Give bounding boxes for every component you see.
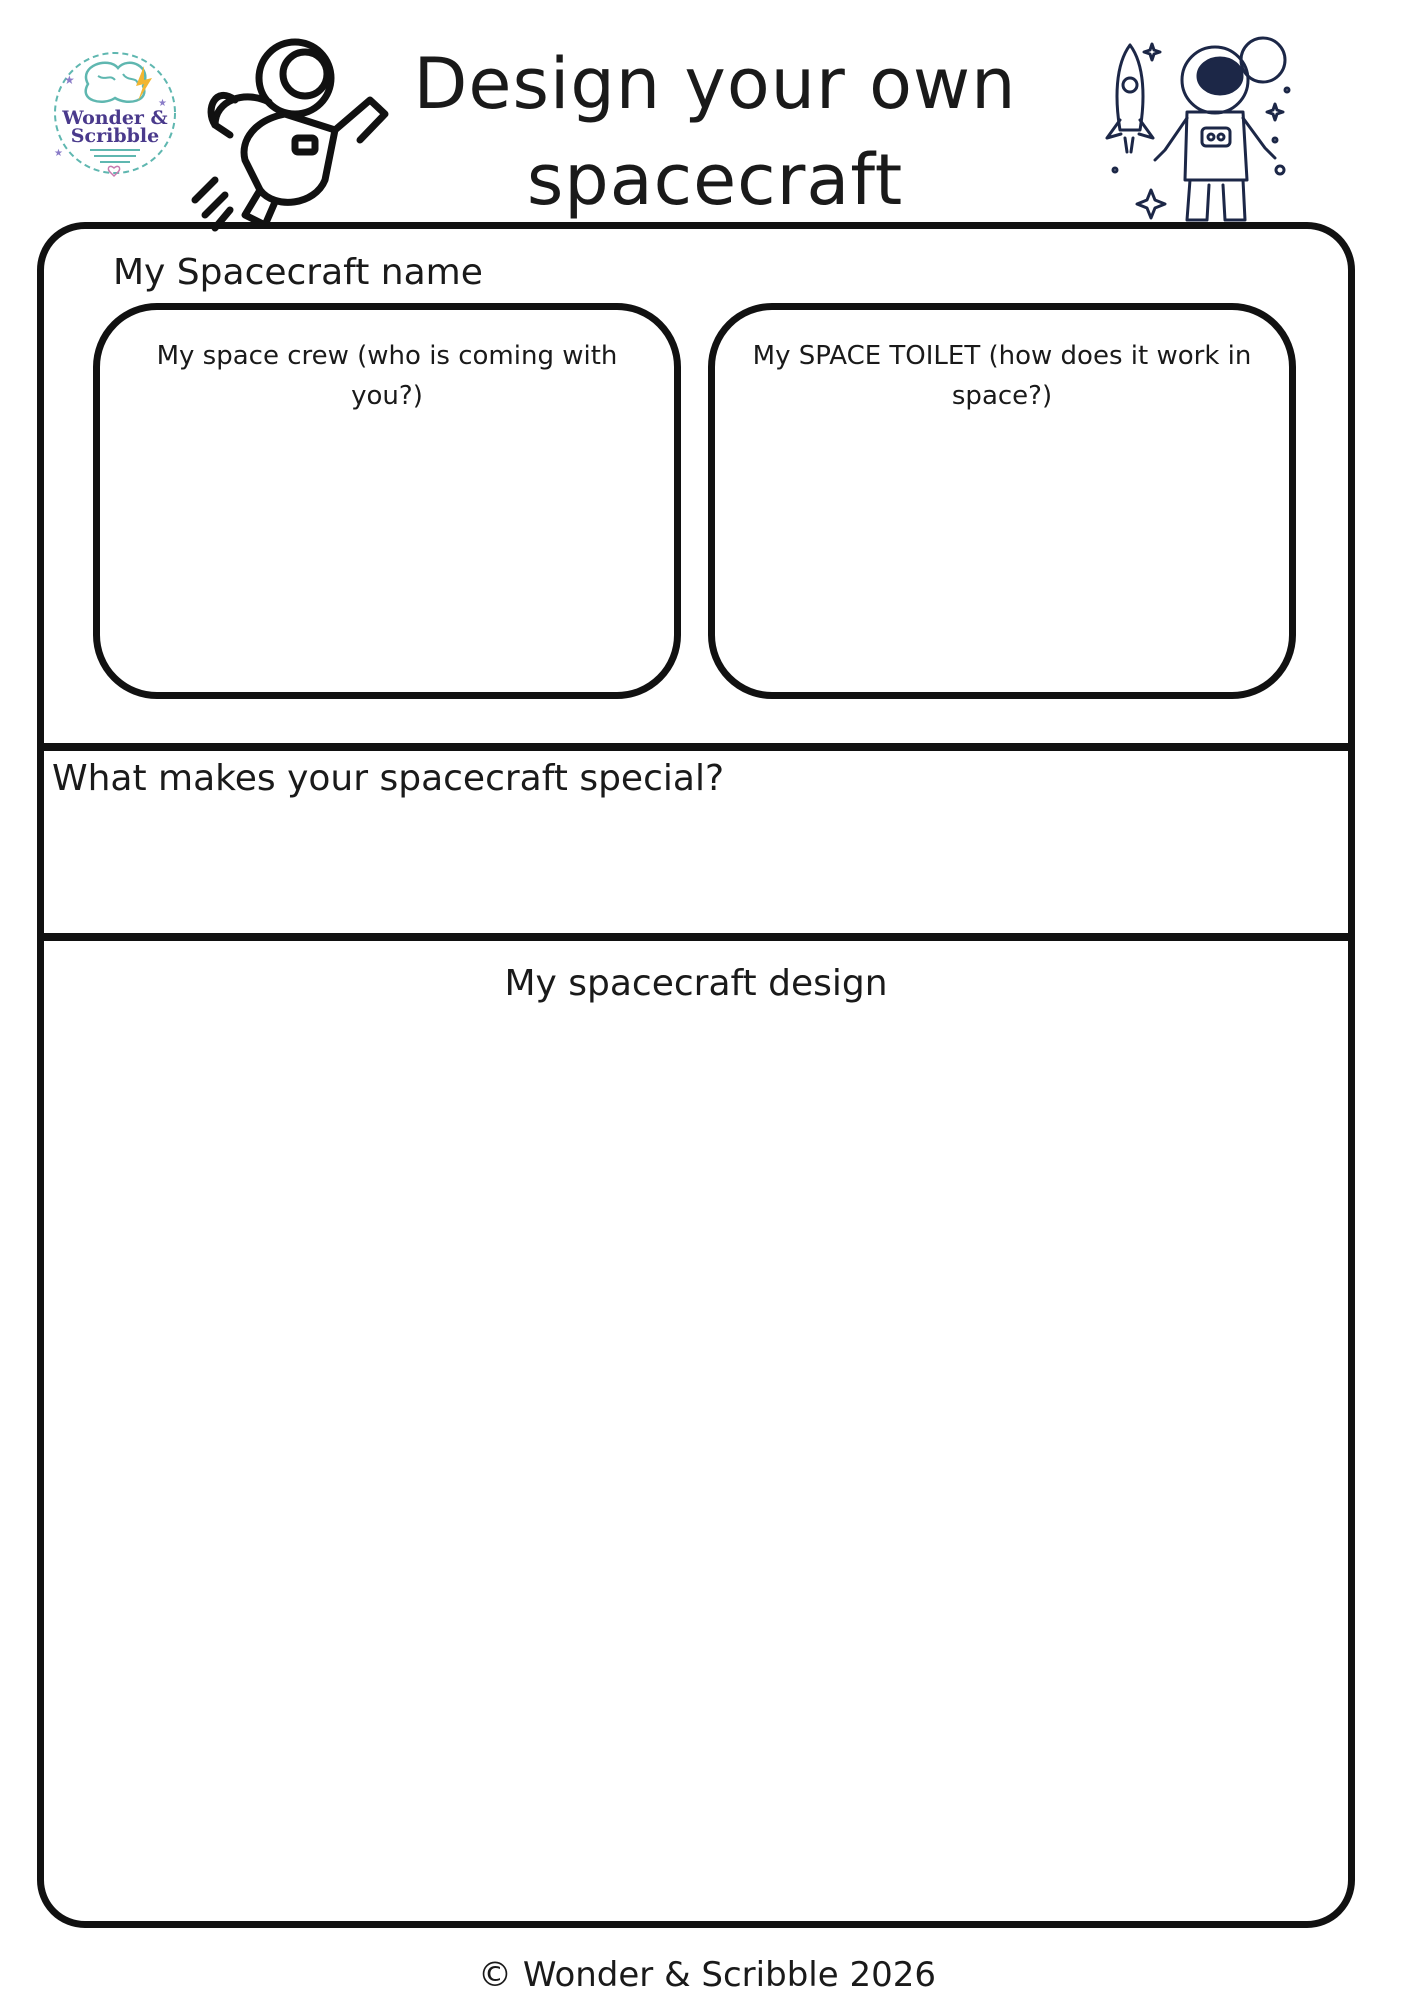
spacecraft-design-label: My spacecraft design — [504, 963, 888, 1004]
svg-text:★: ★ — [54, 148, 63, 159]
page-title — [390, 36, 1040, 228]
svg-text:★: ★ — [64, 73, 75, 87]
copyright-footer: © Wonder & Scribble 2026 — [478, 1955, 936, 1995]
section-divider — [40, 743, 1352, 751]
astronaut-rocket-icon — [1095, 30, 1295, 230]
space-crew-label: My space crew (who is coming with you?) — [156, 341, 618, 411]
svg-text:★: ★ — [158, 98, 167, 109]
logo-icon — [48, 46, 183, 181]
special-features-label: What makes your spacecraft special? — [52, 758, 725, 799]
spacecraft-name-label: My Spacecraft name — [113, 252, 483, 293]
flying-astronaut-icon — [175, 30, 390, 235]
space-toilet-label: My SPACE TOILET (how does it work in space?) — [752, 341, 1252, 411]
title-line-2: spacecraft — [526, 139, 904, 221]
space-crew-box[interactable] — [93, 303, 681, 699]
section-divider — [40, 933, 1352, 941]
title-line-1: Design your own — [413, 43, 1017, 125]
space-toilet-box[interactable] — [708, 303, 1296, 699]
logo-line1: Wonder & — [62, 107, 168, 129]
logo-line2: Scribble — [70, 125, 160, 147]
